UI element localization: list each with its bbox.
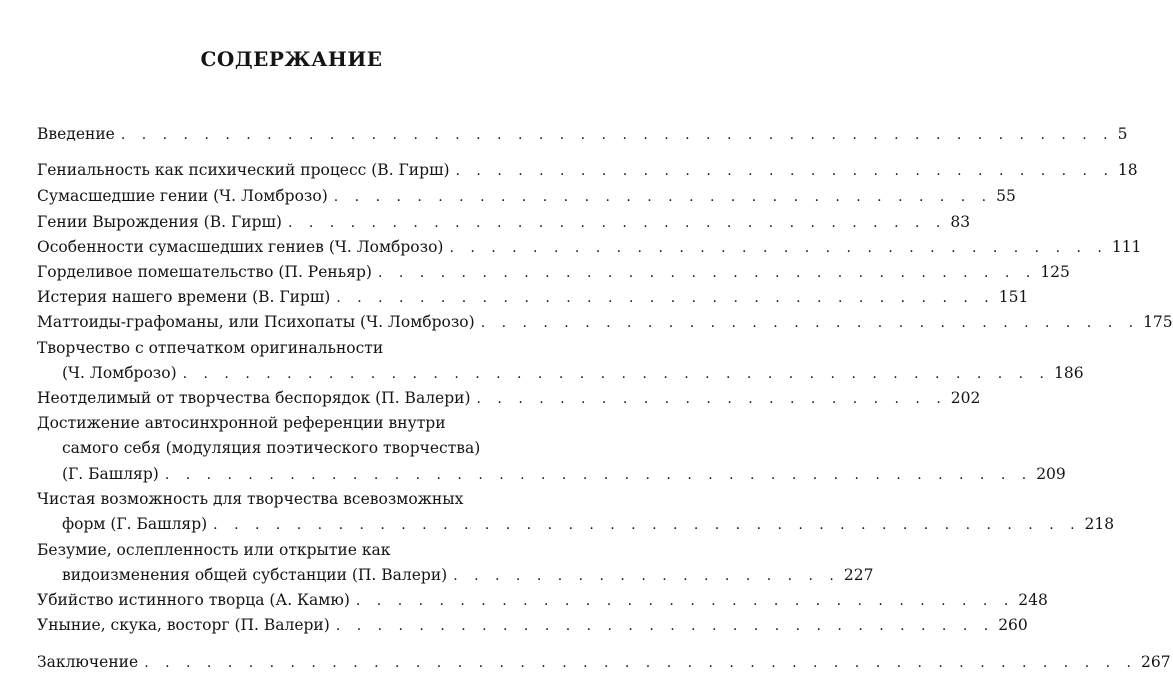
toc-entry-title: Сумасшедшие гении (Ч. Ломброзо) [37, 187, 328, 205]
toc-entry-line[interactable] [62, 565, 874, 585]
toc-leader-dots: . . . . . . . . . . . . . . . . . . . . . . . . . . . . . . . . [449, 240, 1108, 256]
toc-entry[interactable] [37, 312, 1173, 332]
toc-page-number: 260 [998, 616, 1028, 634]
page-title: СОДЕРЖАНИЕ [200, 47, 383, 71]
toc-leader-dots: . . . . . . . . . . . . . . . . . . . . . . . [476, 391, 947, 407]
toc-leader-dots: . . . . . . . . . . . . . . . . . . . . . . . . . . . . . . . . . . . . . . . . . . . . . . . . [144, 655, 1137, 671]
toc-entry-title: самого себя (модуляция поэтического творчества) [62, 439, 481, 457]
toc-entry-line[interactable] [37, 413, 531, 433]
toc-entry-title: Уныние, скука, восторг (П. Валери) [37, 616, 330, 634]
toc-page-number: 5 [1117, 125, 1128, 143]
toc-entry-title: Гении Вырождения (В. Гирш) [37, 213, 282, 231]
toc-entry[interactable] [37, 615, 1028, 635]
toc-page-number: 218 [1084, 515, 1115, 533]
toc-entry[interactable] [37, 237, 1142, 257]
toc-leader-dots: . . . . . . . . . . . . . . . . . . . . . . . . . . . . . . . . [455, 163, 1114, 179]
toc-leader-dots: . . . . . . . . . . . . . . . . . . . . . . . . . . . . . . . . [480, 315, 1140, 331]
toc-page-number: 83 [950, 213, 971, 231]
toc-entry[interactable] [37, 287, 1029, 307]
toc-entry-title: Достижение автосинхронной референции внутри [37, 414, 446, 432]
toc-entry-line[interactable] [37, 338, 531, 358]
toc-entry-title: Истерия нашего времени (В. Гирш) [37, 288, 331, 306]
toc-page-number: 209 [1036, 465, 1066, 483]
toc-entry-conclusion[interactable] [37, 652, 1171, 672]
toc-entry-title: Убийство истинного творца (А. Камю) [37, 591, 350, 609]
toc-entry[interactable] [37, 186, 1016, 206]
toc-entry-line[interactable] [62, 514, 1115, 534]
toc-entry[interactable] [37, 212, 971, 232]
toc-entry-title: Чистая возможность для творчества всевозможных [37, 490, 464, 508]
toc-entry[interactable] [37, 160, 1138, 180]
toc-leader-dots: . . . . . . . . . . . . . . . . . . . [453, 568, 840, 584]
toc-entry-title: Введение [37, 125, 115, 143]
toc-entry-line[interactable] [62, 464, 1066, 484]
toc-page-number: 55 [996, 187, 1016, 205]
toc-entry-title: Безумие, ослепленность или открытие как [37, 541, 391, 559]
toc-entry-title: Маттоиды-графоманы, или Психопаты (Ч. Ломброзо) [37, 313, 475, 331]
toc-entry-title: Творчество с отпечатком оригинальности [37, 339, 384, 357]
toc-entry-line[interactable] [62, 363, 1084, 383]
toc-entry[interactable] [37, 590, 1048, 610]
toc-leader-dots: . . . . . . . . . . . . . . . . . . . . . . . . . . . . . . . . [336, 290, 995, 306]
toc-page-number: 202 [950, 389, 981, 407]
toc-entry[interactable] [37, 388, 981, 408]
toc-leader-dots: . . . . . . . . . . . . . . . . . . . . . . . . . . . . . . . . . . . . . . . . . . [164, 467, 1033, 483]
toc-leader-dots: . . . . . . . . . . . . . . . . . . . . . . . . . . . . . . . . . . . . . . . . . . [213, 517, 1081, 533]
toc-page-number: 248 [1018, 591, 1048, 609]
toc-leader-dots: . . . . . . . . . . . . . . . . . . . . . . . . . . . . . . . . [355, 593, 1015, 609]
toc-entry-title: Особенности сумасшедших гениев (Ч. Ломброзо) [37, 238, 444, 256]
toc-entry-line[interactable] [62, 438, 531, 458]
toc-page-number: 125 [1040, 263, 1070, 281]
toc-leader-dots: . . . . . . . . . . . . . . . . . . . . . . . . . . . . . . . . [377, 265, 1037, 281]
toc-entry-title: Неотделимый от творчества беспорядок (П. Валери) [37, 389, 471, 407]
toc-page-number: 227 [843, 566, 874, 584]
toc-entry-title: (Г. Башляр) [62, 465, 159, 483]
toc-entry-line[interactable] [37, 540, 531, 560]
toc-leader-dots: . . . . . . . . . . . . . . . . . . . . . . . . . . . . . . . . [333, 189, 993, 205]
toc-page-number: 186 [1054, 364, 1084, 382]
toc-entry[interactable] [37, 262, 1070, 282]
toc-page-number: 175 [1143, 313, 1173, 331]
toc-page-number: 111 [1111, 238, 1142, 256]
toc-entry-title: видоизменения общей субстанции (П. Валери) [62, 566, 448, 584]
toc-entry-title: Гениальность как психический процесс (В. Гирш) [37, 161, 450, 179]
toc-entry-line[interactable] [37, 489, 531, 509]
toc-page-number: 267 [1140, 653, 1171, 671]
toc-page-number: 18 [1117, 161, 1138, 179]
toc-page-number: 151 [998, 288, 1029, 306]
toc-leader-dots: . . . . . . . . . . . . . . . . . . . . . . . . . . . . . . . . . . . . . . . . . . [182, 366, 1050, 382]
toc-entry-title: Горделивое помешательство (П. Реньяр) [37, 263, 372, 281]
toc-entry-title: Заключение [37, 653, 139, 671]
toc-entry-title: (Ч. Ломброзо) [62, 364, 177, 382]
toc-entry-introduction[interactable] [37, 124, 1128, 144]
toc-leader-dots: . . . . . . . . . . . . . . . . . . . . . . . . . . . . . . . . [287, 215, 947, 231]
toc-entry-title: форм (Г. Башляр) [62, 515, 208, 533]
toc-leader-dots: . . . . . . . . . . . . . . . . . . . . . . . . . . . . . . . . [335, 618, 995, 634]
toc-leader-dots: . . . . . . . . . . . . . . . . . . . . . . . . . . . . . . . . . . . . . . . . . . . . . . . . [120, 127, 1114, 143]
